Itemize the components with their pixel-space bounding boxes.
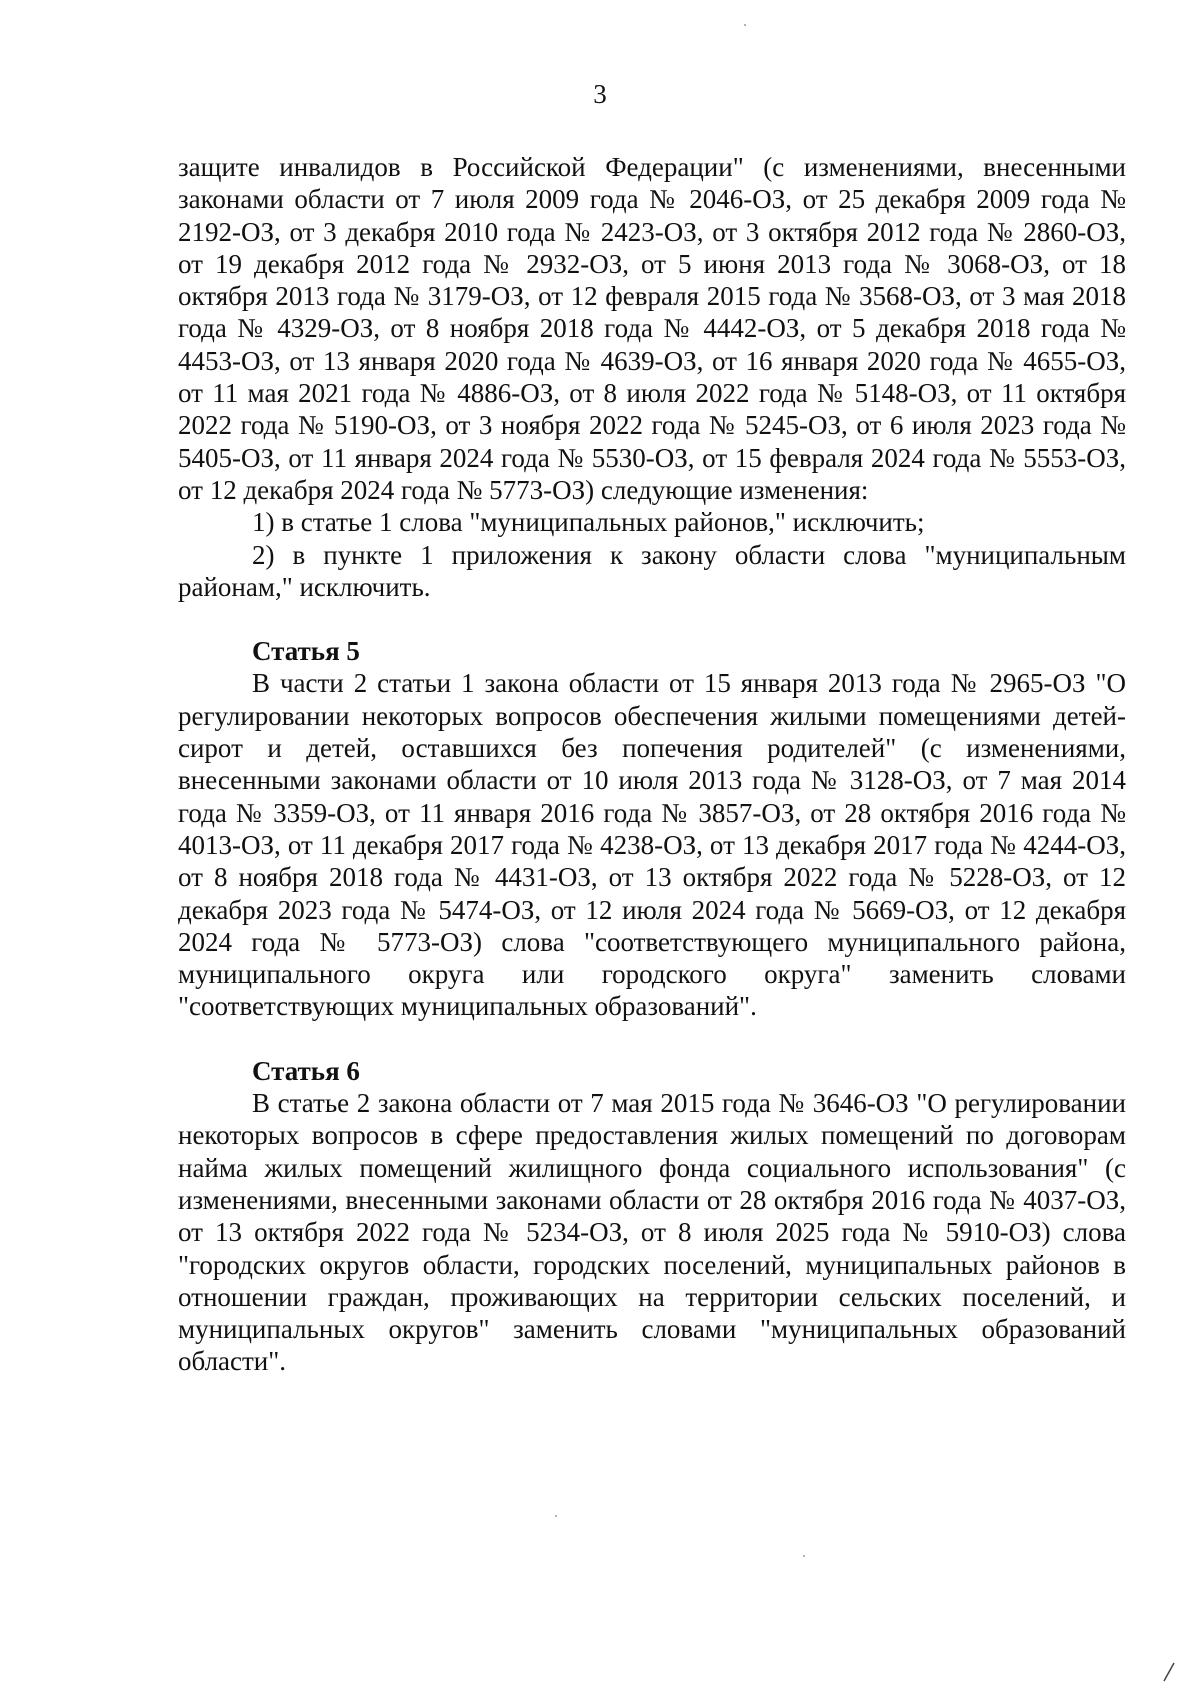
document-body: [178, 151, 1126, 1378]
intro-paragraph: защите инвалидов в Российской Федерации" (с изменениями, внесенными законами области от 7 июля 2009 года № 2046-ОЗ, от 25 декабря 2009 года № 2192-ОЗ, от 3 декабря 2010 года № 2423-ОЗ, от 3 октября 2012 года № 2860-ОЗ, от 19 декабря 2012 года № 2932-ОЗ, от 5 июня 2013 года № 3068-ОЗ, от 18 октября 2013 года № 3179-ОЗ, от 12 февраля 2015 года № 3568-ОЗ, от 3 мая 2018 года № 4329-ОЗ, от 8 ноября 2018 года № 4442-ОЗ, от 5 декабря 2018 года № 4453-ОЗ, от 13 января 2020 года № 4639-ОЗ, от 16 января 2020 года № 4655-ОЗ, от 11 мая 2021 года № 4886-ОЗ, от 8 июля 2022 года № 5148-ОЗ, от 11 октября 2022 года № 5190-ОЗ, от 3 ноября 2022 года № 5245-ОЗ, от 6 июля 2023 года № 5405-ОЗ, от 11 января 2024 года № 5530-ОЗ, от 15 февраля 2024 года № 5553-ОЗ, от 12 декабря 2024 года № 5773-ОЗ) следующие изменения:: [178, 152, 1126, 505]
spacer: [178, 1023, 1126, 1055]
list-item-2: 2) в пункте 1 приложения к закону области слова "муниципальным районам," исключить.: [178, 539, 1126, 602]
article-6-heading: Статья 6: [252, 1055, 360, 1086]
list-item-1: 1) в статье 1 слова "муниципальных районов," исключить;: [252, 507, 925, 538]
page-number: 3: [593, 79, 607, 109]
scan-speck: [803, 1555, 805, 1557]
corner-scan-mark: [1160, 1661, 1182, 1683]
article-5-text: В части 2 статьи 1 закона области от 15 января 2013 года № 2965-ОЗ "О регулировании некоторых вопросов обеспечения жилыми помещениями детей-сирот и детей, оставшихся без попечения родителей" (с изменениями, внесенными законами области от 10 июля 2013 года № 3128-ОЗ, от 7 мая 2014 года № 3359-ОЗ, от 11 января 2016 года № 3857-ОЗ, от 28 октября 2016 года № 4013-ОЗ, от 11 декабря 2017 года № 4238-ОЗ, от 13 декабря 2017 года № 4244-ОЗ, от 8 ноября 2018 года № 4431-ОЗ, от 13 октября 2022 года № 5228-ОЗ, от 12 декабря 2023 года № 5474-ОЗ, от 12 июля 2024 года № 5669-ОЗ, от 12 декабря 2024 года № 5773-ОЗ) слова "соответствующего муниципального района, муниципального округа или городского округа" заменить словами "соответствующих муниципальных образований".: [178, 668, 1126, 1022]
article-6-text: В статье 2 закона области от 7 мая 2015 года № 3646-ОЗ "О регулировании некоторых вопросов в сфере предоставления жилых помещений по договорам найма жилых помещений жилищного фонда социального использования" (с изменениями, внесенными законами области от 28 октября 2016 года № 4037-ОЗ, от 13 октября 2022 года № 5234-ОЗ, от 8 июля 2025 года № 5910-ОЗ) слова "городских округов области, городских поселений, муниципальных районов в отношении граждан, проживающих на территории сельских поселений, и муниципальных округов" заменить словами "муниципальных образований области".: [178, 1088, 1126, 1377]
article-5-heading: Статья 5: [252, 636, 360, 667]
spacer: [178, 603, 1126, 635]
scan-speck: [744, 24, 746, 26]
scan-speck: [555, 1515, 557, 1517]
